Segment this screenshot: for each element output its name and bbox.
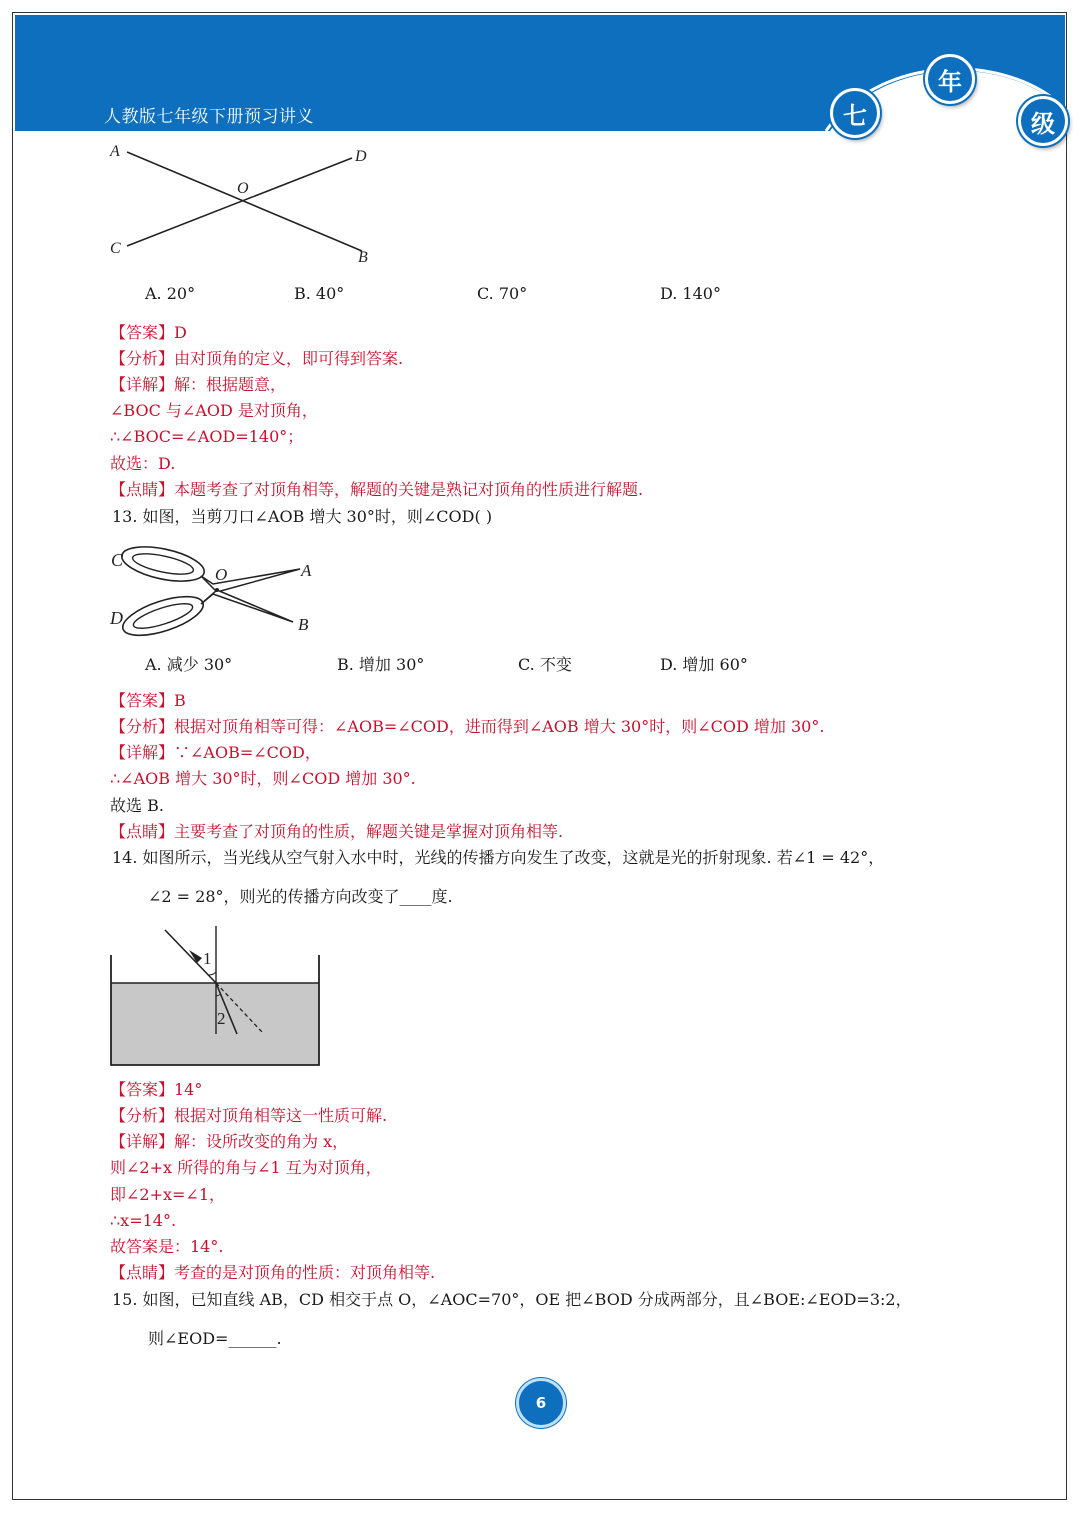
- q12-option-a: A. 20°: [145, 284, 196, 303]
- q14-stem-line2: ∠2 = 28°，则光的传播方向改变了____度.: [148, 887, 453, 906]
- refraction-figure: [105, 922, 330, 1072]
- label-o: O: [215, 565, 228, 584]
- q13-detail: 【详解】∵∠AOB=∠COD，: [110, 743, 321, 762]
- q12-analysis: 【分析】由对顶角的定义，即可得到答案.: [110, 349, 404, 368]
- q12-step1: ∠BOC 与∠AOD 是对顶角，: [110, 401, 318, 420]
- badge-qi: 七: [830, 88, 880, 138]
- q14-detail: 【详解】解：设所改变的角为 x，: [110, 1132, 349, 1151]
- q12-option-d: D. 140°: [660, 284, 721, 303]
- q14-comment: 【点睛】考查的是对顶角的性质：对顶角相等.: [110, 1263, 436, 1282]
- label-a: A: [110, 143, 120, 160]
- q14-answer: 【答案】14°: [110, 1080, 203, 1099]
- badge-ji: 级: [1018, 96, 1068, 146]
- angle-1-label: 1: [203, 949, 212, 968]
- q14-step1: 则∠2+x 所得的角与∠1 互为对顶角，: [110, 1158, 382, 1177]
- label-d: D: [110, 608, 123, 628]
- angle-2-label: 2: [217, 1009, 226, 1028]
- q13-option-b: B. 增加 30°: [337, 655, 425, 674]
- q14-analysis: 【分析】根据对顶角相等这一性质可解.: [110, 1106, 388, 1125]
- q15-stem-line2: 则∠EOD=______.: [148, 1329, 282, 1348]
- q12-answer: 【答案】D: [110, 323, 187, 342]
- q13-option-c: C. 不变: [518, 655, 572, 674]
- q13-stem: 13. 如图，当剪刀口∠AOB 增大 30°时，则∠COD( ): [112, 507, 493, 526]
- label-c: C: [111, 550, 124, 570]
- q14-step2: 即∠2+x=∠1，: [110, 1185, 226, 1204]
- label-d: D: [355, 148, 367, 165]
- q13-option-d: D. 增加 60°: [660, 655, 748, 674]
- q12-step2: ∴∠BOC=∠AOD=140°；: [110, 427, 304, 446]
- q14-stem-line1: 14. 如图所示，当光线从空气射入水中时，光线的传播方向发生了改变，这就是光的折射现象. 若∠1 = 42°，: [112, 848, 885, 867]
- q13-step1: ∴∠AOB 增大 30°时，则∠COD 增加 30°.: [110, 769, 416, 788]
- q13-comment: 【点睛】主要考查了对顶角的性质，解题关键是掌握对顶角相等.: [110, 822, 564, 841]
- q12-comment: 【点睛】本题考查了对顶角相等，解题的关键是熟记对顶角的性质进行解题.: [110, 480, 644, 499]
- q13-analysis: 【分析】根据对顶角相等可得：∠AOB=∠COD，进而得到∠AOB 增大 30°时，则∠COD 增加 30°.: [110, 717, 825, 736]
- q13-answer: 【答案】B: [110, 691, 186, 710]
- q12-choose: 故选：D.: [110, 454, 176, 473]
- q12-option-b: B. 40°: [294, 284, 345, 303]
- scissors-figure: [105, 538, 325, 638]
- intersecting-lines-figure: [100, 136, 390, 271]
- q13-choose: 故选 B.: [110, 796, 164, 815]
- label-a: A: [301, 561, 312, 580]
- header-title: 人教版七年级下册预习讲义: [104, 107, 314, 127]
- q13-option-a: A. 减少 30°: [145, 655, 233, 674]
- q12-detail: 【详解】解：根据题意，: [110, 375, 287, 394]
- page-number: 6: [516, 1378, 566, 1428]
- q12-option-c: C. 70°: [477, 284, 528, 303]
- label-b: B: [298, 615, 309, 634]
- label-c: C: [110, 240, 121, 257]
- q14-step3: ∴x=14°.: [110, 1211, 177, 1230]
- label-b: B: [358, 249, 368, 266]
- q14-conclude: 故答案是：14°.: [110, 1237, 224, 1256]
- q15-stem-line1: 15. 如图，已知直线 AB，CD 相交于点 O，∠AOC=70°，OE 把∠BOD 分成两部分，且∠BOE:∠EOD=3:2，: [112, 1290, 912, 1309]
- badge-nian: 年: [925, 54, 975, 104]
- label-o: O: [237, 180, 249, 197]
